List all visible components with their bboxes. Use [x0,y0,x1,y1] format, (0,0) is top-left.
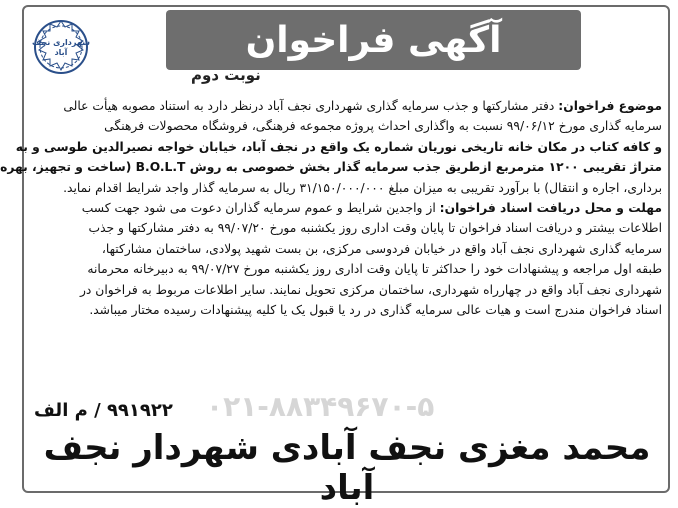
body-line [32,280,662,300]
body-line-text: متراژ تقریبی ۱۲۰۰ مترمربع ازطریق جذب سرمایه گذار بخش خصوصی به روش B.O.L.T (ساخت و تجهیز، بهره [0,160,662,175]
deadline-label: مهلت و محل دریافت اسناد فراخوان: [439,201,662,216]
body-line [15,137,662,157]
body-line [32,178,662,198]
body-line [32,259,662,279]
body-line-text: و کافه کتاب در مکان خانه تاریخی نوریان شماره یک واقع در نجف آباد، خیابان خواجه نصیرالدین طوسی و به [15,139,662,154]
body-line-text: دفتر مشارکتها و جذب سرمایه گذاری شهرداری نجف آباد درنظر دارد به استناد مصوبه هیأت عالی [63,99,559,113]
body-line-text: شهرداری نجف آباد واقع در چهارراه شهرداری، ساختمان مرکزی تحویل نمایند. سایر اطلاعات مربوط به فراخوان در [79,282,662,297]
body-line [0,157,662,177]
notice-title: آگهی فراخوان [245,19,502,61]
body-line [32,198,662,218]
body-line-text: برداری، اجاره و انتقال) با برآورد تقریبی به میزان مبلغ ۳۱/۱۵۰/۰۰۰/۰۰۰ ریال به سرمایه گذار واجد شرایط اقدام نماید. [63,180,662,195]
body-line [32,239,662,259]
round-label: نوبت دوم [191,66,261,84]
body-line-text: طبقه اول مراجعه و پیشنهادات خود را حداکثر تا پایان وقت اداری روز یکشنبه مورخ ۹۹/۰۷/۲۷ به دبیرخانه محرمانه [87,262,662,277]
body-line [32,218,662,238]
body-line-text: اطلاعات بیشتر و دریافت اسناد فراخوان تا پایان وقت اداری روز یکشنبه مورخ ۹۹/۰۷/۲۰ به دفتر مشارکتها و جذب [88,221,662,236]
body-line-text: اسناد فراخوان مندرج است و هیات عالی سرمایه گذاری در رد یا قبول یک یا کلیه پیشنهادات رسیده مختار میباشد. [89,303,662,318]
mayor-signature: محمد مغزی نجف آبادی شهردار نجف آباد [43,428,651,508]
reference-number: ۹۹۱۹۲۲ / م الف [34,400,173,421]
municipality-logo [32,18,90,76]
subject-label: موضوع فراخوان: [558,99,662,113]
body-line [32,116,662,136]
header-banner [166,10,581,70]
phone-watermark: ۰۲۱-۸۸۳۴۹۶۷۰-۵ [206,390,435,423]
body-line [32,300,662,320]
body-line-text: از واجدین شرایط و عموم سرمایه گذاران دعوت می شود جهت کسب [81,201,440,216]
body-line-text: سرمایه گذاری شهرداری نجف آباد واقع در خیابان فردوسی مرکزی، بن بست شهید پولادی، ساختمان مشارکتها، [101,241,662,256]
body-line-text: سرمایه گذاری مورخ ۹۹/۰۶/۱۲ نسبت به واگذاری احداث پروژه مجموعه فرهنگی، فروشگاه محصولات فرهنگی [104,119,662,134]
body-line [32,96,662,116]
logo-text: شهرداری نجف آباد [32,38,90,57]
notice-body [0,96,662,320]
